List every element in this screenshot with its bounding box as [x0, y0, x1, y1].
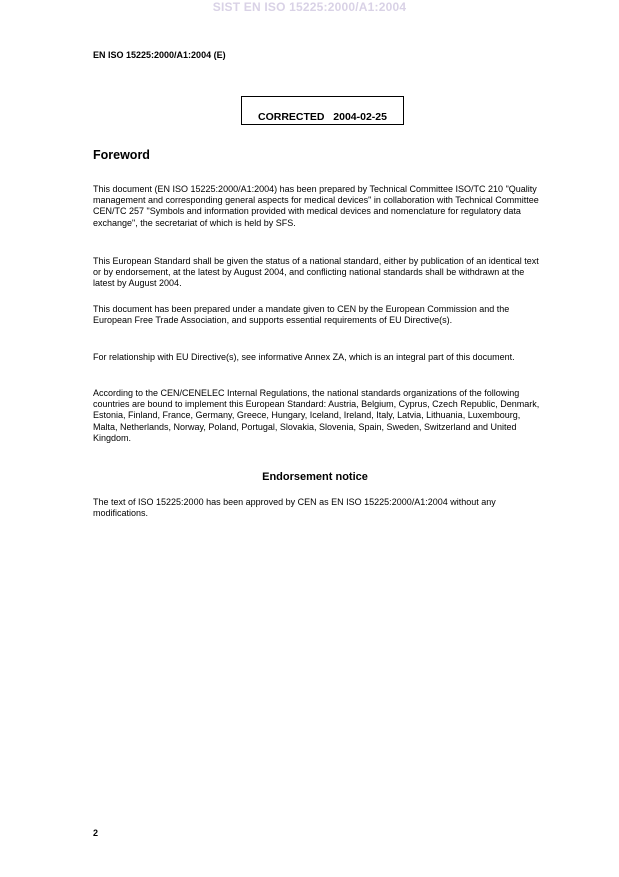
watermark: SIST EN ISO 15225:2000/A1:2004: [212, 0, 407, 14]
corrected-stamp-text: CORRECTED 2004-02-25: [258, 111, 387, 123]
foreword-paragraph-1: This document (EN ISO 15225:2000/A1:2004) has been prepared by Technical Committee ISO/TC 210 "Quality management and corresponding general aspects for medical devices" in collaboration with Technical Committee CEN/TC 257 "Symbols and information provided with medical devices and nomenclature for regulatory data exchange", the secretariat of which is held by SFS.: [93, 184, 539, 228]
foreword-heading: Foreword: [93, 148, 150, 162]
foreword-paragraph-2: This European Standard shall be given the status of a national standard, either by publication of an identical text or by endorsement, at the latest by August 2004, and conflicting national standards shall be withdrawn at the latest by August 2004.: [93, 256, 539, 289]
endorsement-text: The text of ISO 15225:2000 has been approved by CEN as EN ISO 15225:2000/A1:2004 without any modifications.: [93, 497, 496, 519]
corrected-stamp: [241, 96, 404, 125]
foreword-paragraph-3: This document has been prepared under a mandate given to CEN by the European Commission and the European Free Trade Association, and supports essential requirements of EU Directive(s).: [93, 304, 510, 326]
foreword-paragraph-5: According to the CEN/CENELEC Internal Regulations, the national standards organizations of the following countries are bound to implement this European Standard: Austria, Belgium, Cyprus, Czech Republic, Denmark, Estonia, Finland, France, Germany, Greece, Hungary, Iceland, Ireland, Italy, Latvia, Lithuania, Luxembourg, Malta, Netherlands, Norway, Poland, Portugal, Slovakia, Slovenia, Spain, Sweden, Switzerland and United Kingdom.: [93, 388, 540, 443]
document-id: EN ISO 15225:2000/A1:2004 (E): [93, 50, 226, 60]
endorsement-heading: Endorsement notice: [262, 471, 368, 483]
page-number: 2: [93, 828, 99, 838]
foreword-paragraph-4: For relationship with EU Directive(s), see informative Annex ZA, which is an integral part of this document.: [93, 352, 515, 362]
